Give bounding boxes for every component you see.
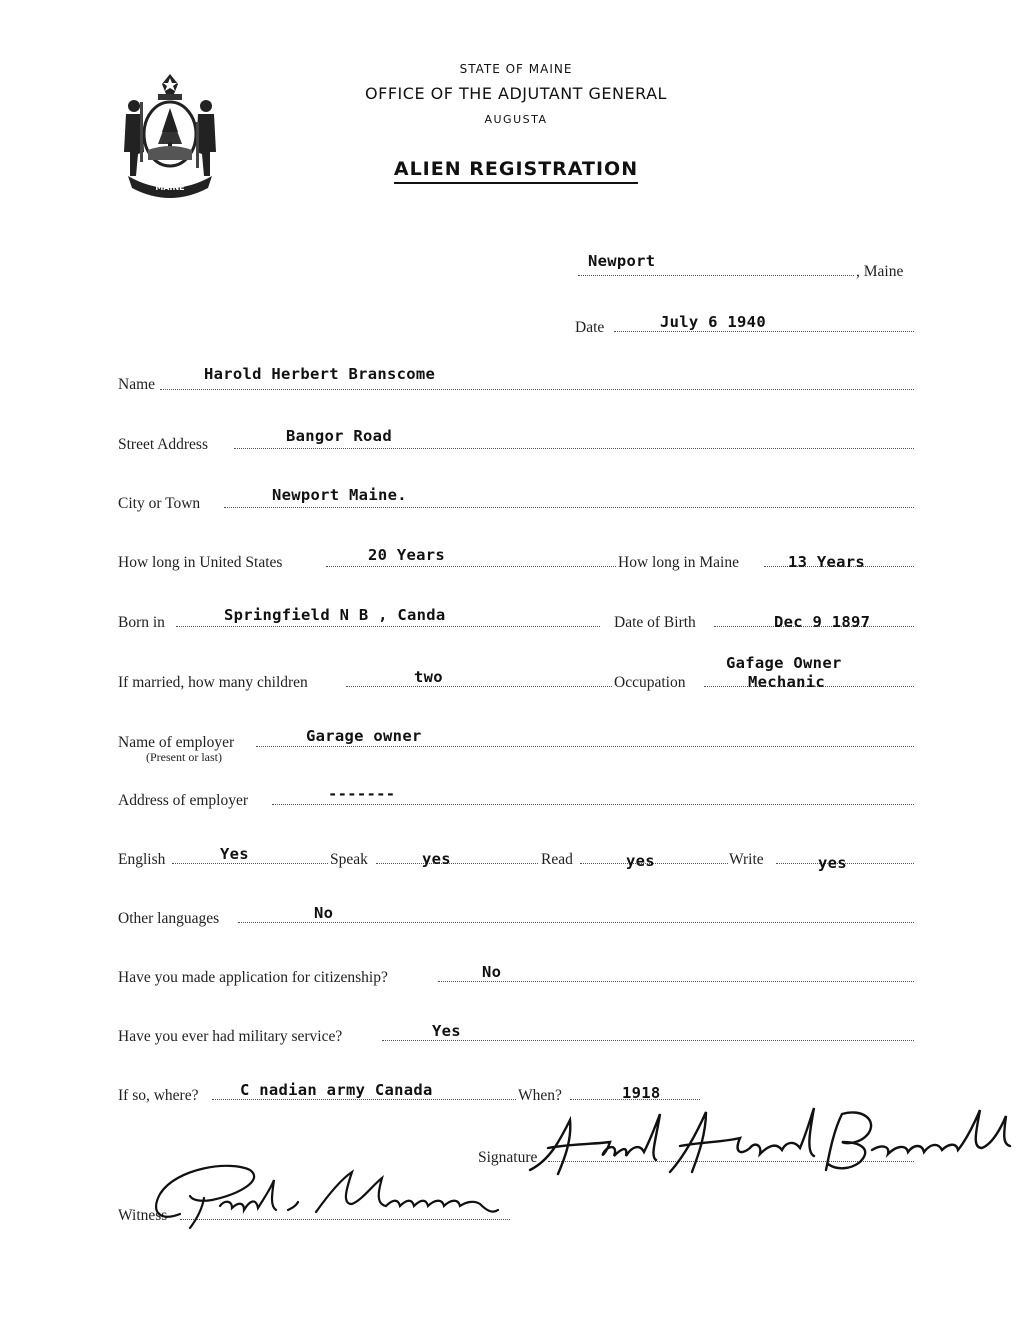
military-value: Yes [432,1022,461,1040]
office-heading: OFFICE OF THE ADJUTANT GENERAL [365,84,667,103]
applicant-signature [510,1100,1020,1184]
how-long-us-value: 20 Years [368,546,446,564]
employer-address-label: Address of employer [118,792,248,809]
where-value: C nadian army Canada [240,1081,433,1099]
military-label: Have you ever had military service? [118,1028,343,1045]
speak-value: yes [422,850,451,868]
place-value: Newport [588,252,656,270]
witness-label: Witness [118,1207,168,1224]
svg-text:MAINE: MAINE [155,183,185,192]
employer-address-value: ------- [328,785,396,803]
english-value: Yes [220,845,249,863]
signature-label: Signature [478,1149,538,1166]
children-label: If married, how many children [118,674,308,691]
occupation-label: Occupation [614,674,686,691]
read-label: Read [541,851,573,868]
name-label: Name [118,376,156,393]
street-label: Street Address [118,436,208,453]
name-value: Harold Herbert Branscome [204,365,436,383]
born-in-label: Born in [118,614,165,631]
born-in-value: Springfield N B , Canda [224,606,446,624]
form-title: ALIEN REGISTRATION [394,158,638,184]
where-label: If so, where? [118,1087,199,1104]
city-label: City or Town [118,495,201,512]
citizenship-label: Have you made application for citizenship? [118,969,388,986]
other-languages-label: Other languages [118,910,220,927]
occupation-value-line1: Gafage Owner [726,654,842,672]
place-suffix: , Maine [856,263,904,280]
date-of-birth-value: Dec 9 1897 [774,613,871,631]
city-heading: AUGUSTA [484,113,548,126]
how-long-maine-value: 13 Years [788,553,866,571]
other-languages-value: No [314,904,334,922]
write-value: yes [818,854,847,872]
write-label: Write [729,851,764,868]
children-value: two [414,668,443,686]
witness-signature [120,1150,520,1240]
date-label: Date [575,319,605,336]
english-label: English [118,851,166,868]
citizenship-value: No [482,963,502,981]
employer-value: Garage owner [306,727,422,745]
when-label: When? [518,1087,562,1104]
date-value: July 6 1940 [660,313,766,331]
occupation-value-line2: Mechanic [748,673,826,691]
when-value: 1918 [622,1084,661,1102]
how-long-us-label: How long in United States [118,554,283,571]
employer-sublabel: (Present or last) [146,750,222,764]
date-of-birth-label: Date of Birth [614,614,696,631]
state-heading: STATE OF MAINE [459,62,573,76]
employer-label: Name of employer [118,734,235,751]
street-value: Bangor Road [286,427,392,445]
read-value: yes [626,852,655,870]
how-long-maine-label: How long in Maine [618,554,739,571]
speak-label: Speak [330,851,368,868]
city-value: Newport Maine. [272,486,407,504]
